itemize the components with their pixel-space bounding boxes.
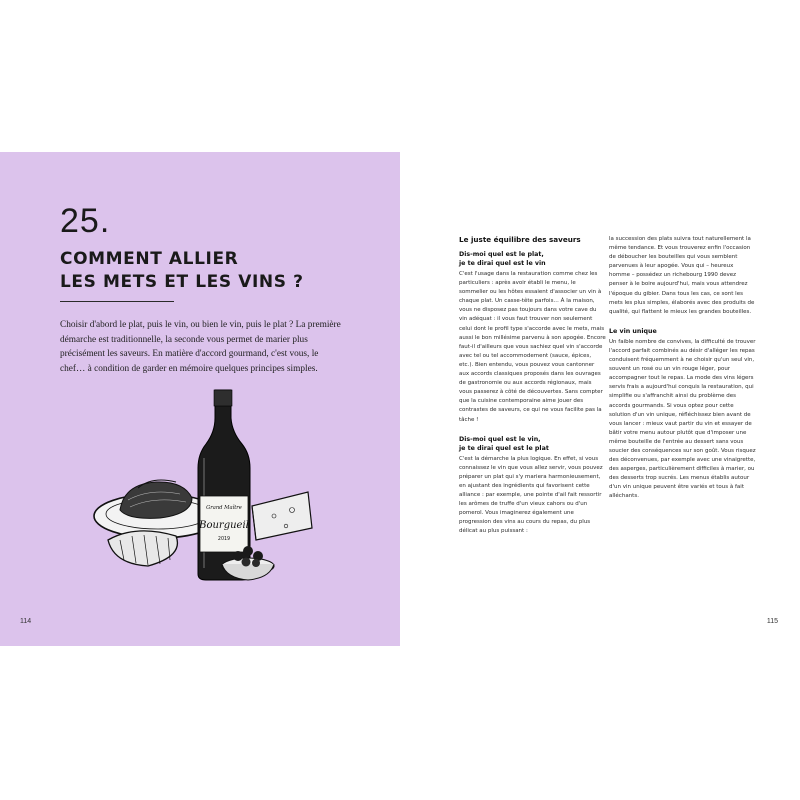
subheading-plat-vin-line-1: Dis-moi quel est le plat, bbox=[459, 251, 544, 258]
subheading-plat-vin-line-2: je te dirai quel est le vin bbox=[459, 260, 546, 267]
paragraph-plat-vin: C'est l'usage dans la restauration comme chez les particuliers : après avoir établi le menu, le sommelier ou les hôtes essaient d'associer un vin à chaque plat. Un casse-tête parfois… À la maison, vous ne disposez pas toujours dans votre cave du vin adéquat : il vous faut trouver non seulement celui dont le profil type s'accorde avec le mets, mais aussi le bon millésime parvenu à son apogée. Encore faut-il d'ailleurs que vous sachiez quel vin s'accorde avec tel ou tel accommodement (sauce, épices, etc.). Bien entendu, vous pouvez vous cantonner aux accords classiques proposés dans les ouvrages de gastronomie ou aux accords régionaux, mais vous passerez à côté de découvertes. Sans compter que la cuisine contemporaine aime jouer des contrastes de saveurs, ce qui ne vous facilite pas la tâche ! bbox=[459, 271, 606, 423]
text-column-2 bbox=[609, 235, 756, 502]
title-divider bbox=[60, 301, 174, 302]
wine-and-food-illustration bbox=[80, 388, 325, 588]
chapter-title-line-2: LES METS ET LES VINS ? bbox=[60, 272, 304, 292]
bottle-label-year: 2019 bbox=[217, 537, 231, 542]
text-column-1 bbox=[459, 235, 606, 536]
subheading-vin-unique: Le vin unique bbox=[609, 327, 657, 335]
section-heading: Le juste équilibre des saveurs bbox=[459, 235, 581, 244]
paragraph-vin-unique: Un faible nombre de convives, la difficulté de trouver l'accord parfait combinés au désir d'alléger les repas conduisent fréquemment à ne choisir qu'un seul vin, souvent un rosé ou un vin rouge léger, pour accompagner tout le repas. La mode des vins légers servis frais a aujourd'hui conquis la restauration, qui simplifie ou s'affranchit ainsi du problème des accords gourmands. Si vous optez pour cette solution d'un vin unique, réfléchissez bien avant de vous lancer : mieux vaut partir du vin et essayer de bâtir votre menu autour plutôt que d'imposer une même bouteille de l'entrée au dessert sans vous soucier des conséquences sur son goût. Vous risquez des déconvenues, par exemple avec une vinaigrette, des asperges, particulièrement difficiles à marier, ou des desserts trop sucrés. Les menus établis autour d'un vin unique peuvent être variés et tous à fait alléchants. bbox=[609, 338, 756, 500]
paragraph-vin-plat: C'est la démarche la plus logique. En effet, si vous connaissez le vin que vous allez servir, vous pouvez préparer un plat qui s'y mariera harmonieusement, en ajustant des ingrédients qui favorisent cette alliance : par exemple, une pointe d'ail fait ressortir les arômes de truffe d'un vieux cahors ou d'un pomerol. Vous imaginerez également une progression des vins au cours du repas, du plus délicat au plus puissant : bbox=[459, 455, 603, 535]
page-number-right: 115 bbox=[766, 618, 778, 625]
bottle-label-top: Grand Maître bbox=[206, 505, 242, 511]
chapter-title bbox=[60, 248, 360, 294]
subheading-vin-plat-line-2: je te dirai quel est le plat bbox=[459, 444, 549, 452]
left-page bbox=[0, 152, 400, 646]
page-number-left: 114 bbox=[20, 618, 32, 625]
subheading-vin-plat bbox=[459, 435, 606, 453]
chapter-title-line-1: COMMENT ALLIER bbox=[60, 249, 239, 269]
bottle-label-script: Bourgueil bbox=[199, 520, 249, 531]
intro-paragraph: Choisir d'abord le plat, puis le vin, ou bien le vin, puis le plat ? La première démarche est traditionnelle, la seconde vous permet de marier plus précisément les saveurs. En matière d'accord gourmand, c'est vous, le chef… à condition de garder en mémoire quelques principes simples. bbox=[60, 320, 341, 374]
paragraph-vin-plat-continued: la succession des plats suivra tout naturellement la même tendance. Et vous trouverez enfin l'occasion de déboucher les bouteilles qui vous semblent parvenues à leur apogée. Vous qui – heureux homme – possédez un richebourg 1990 devez penser à le boire aujourd'hui, mais vous attendrez l'époque du gibier. Dans tous les cas, ce sont les mets les plus simples, élaborés avec des produits de qualité, qui flattent le mieux les grandes bouteilles. bbox=[609, 236, 755, 315]
chapter-number: 25. bbox=[60, 202, 111, 240]
subheading-vin-plat-line-1: Dis-moi quel est le vin, bbox=[459, 435, 541, 443]
subheading-plat-vin bbox=[459, 250, 606, 268]
